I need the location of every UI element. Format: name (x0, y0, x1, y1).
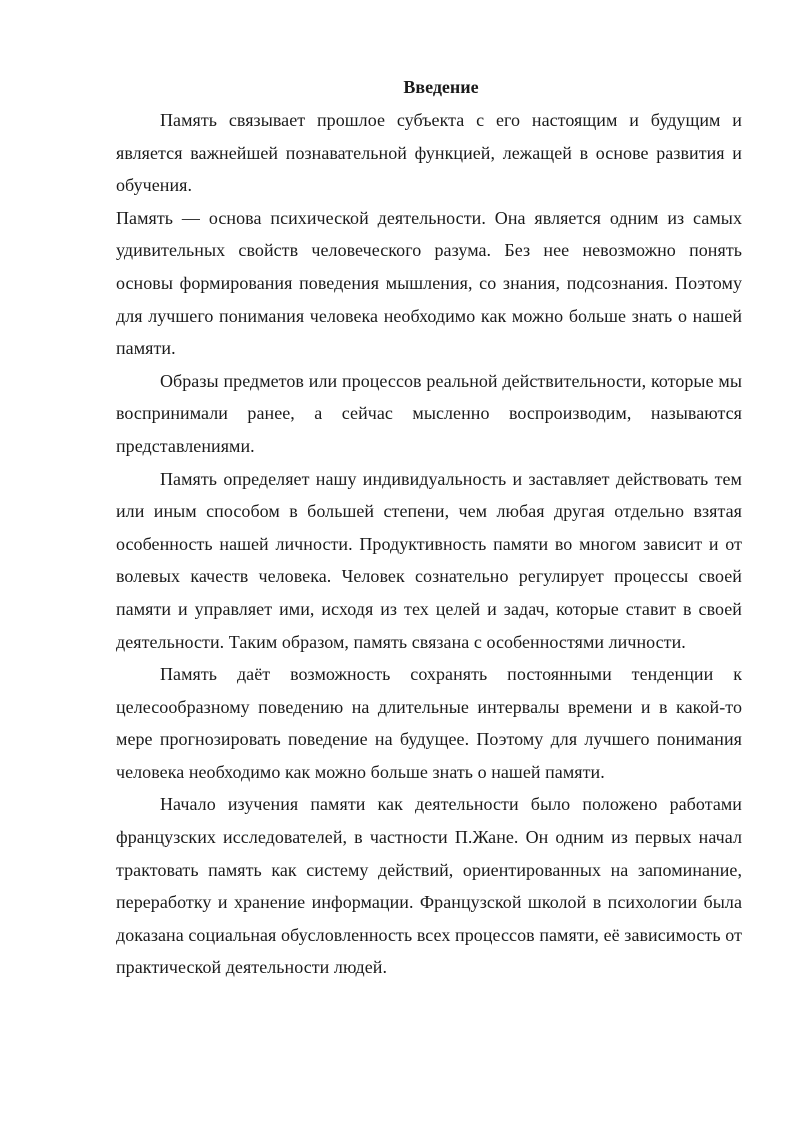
paragraph-6: Начало изучения памяти как деятельности было положено работами французских исследователей, в частности П.Жане. Он одним из первых начал трактовать память как систему действий, ориентированных на запоминание, переработку и хранение информации. Французской школой в психологии была доказана социальная обусловленность всех процессов памяти, её зависимость от практической деятельности людей. (116, 794, 742, 978)
document-page (116, 74, 742, 984)
paragraph-4: Память определяет нашу индивидуальность и заставляет действовать тем или иным способом в большей степени, чем любая другая отдельно взятая особенность нашей личности. Продуктивность памяти во многом зависит и от волевых качеств человека. Человек сознательно регулирует процессы своей памяти и управляет ими, исходя из тех целей и задач, которые ставит в своей деятельности. Таким образом, память связана с особенностями личности. (116, 468, 742, 652)
paragraph-5: Память даёт возможность сохранять постоянными тенденции к целесообразному поведению на длительные интервалы времени и в какой-то мере прогнозировать поведение на будущее. Поэтому для лучшего понимания человека необходимо как можно больше знать о нашей памяти. (116, 664, 742, 782)
paragraph-2: Память — основа психической деятельности. Она является одним из самых удивительных свойств человеческого разума. Без нее невозможно понять основы формирования поведения мышления, со знания, подсознания. Поэтому для лучшего понимания человека необходимо как можно больше знать о нашей памяти. (116, 207, 742, 359)
paragraph-3: Образы предметов или процессов реальной действительности, которые мы воспринимали ранее, а сейчас мысленно воспроизводим, называются представлениями. (116, 370, 742, 456)
paragraph-1: Память связывает прошлое субъекта с его настоящим и будущим и является важнейшей познавательной функцией, лежащей в основе развития и обучения. (116, 110, 742, 196)
page-title: Введение (403, 77, 479, 97)
